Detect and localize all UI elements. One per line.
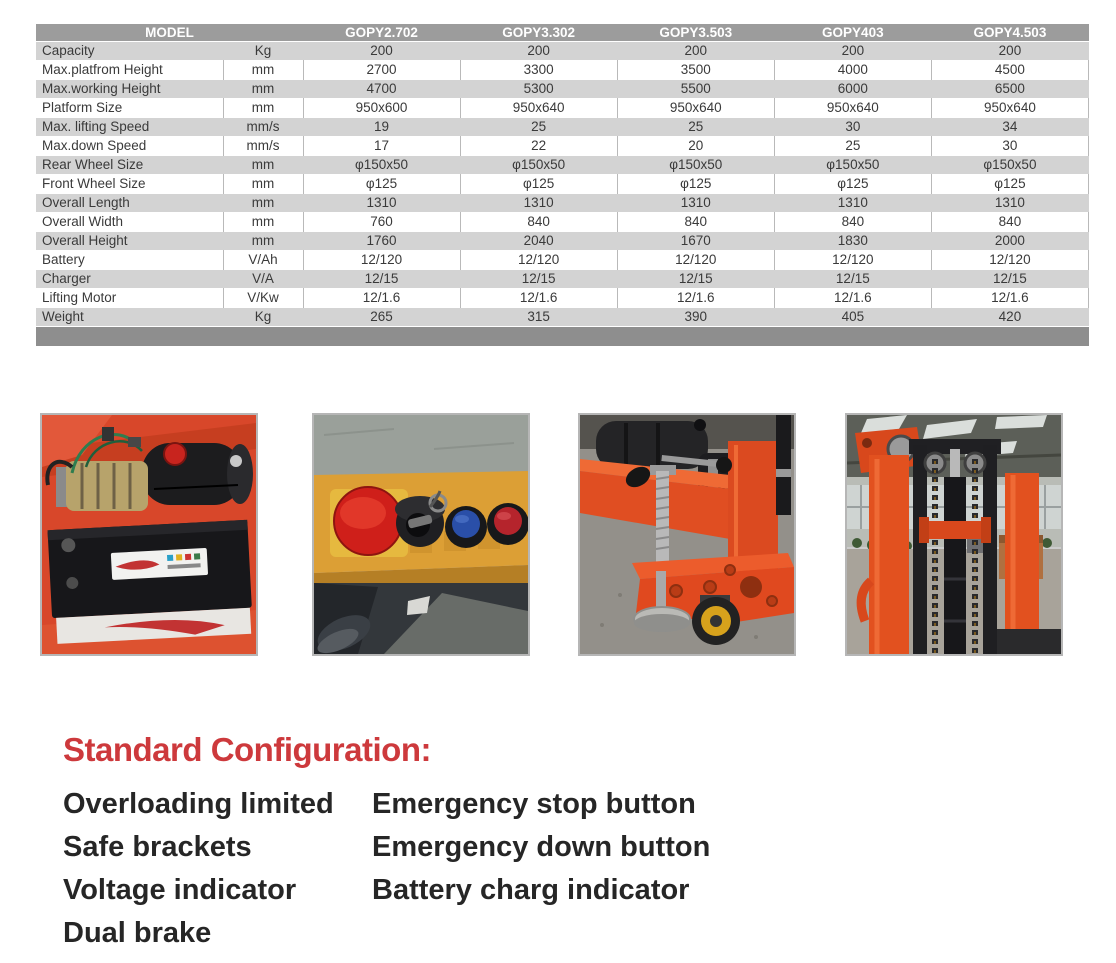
spec-value: φ125 xyxy=(774,175,931,194)
spec-value: 4700 xyxy=(366,81,397,96)
spec-row-label: Overall Width xyxy=(42,214,124,229)
spec-row-label: Max.down Speed xyxy=(42,138,147,153)
spec-row-unit: mm xyxy=(251,81,275,96)
config-item: Emergency down button xyxy=(372,831,711,863)
spec-row-label: Charger xyxy=(42,271,91,286)
table-row xyxy=(36,308,1089,327)
spec-row-unit: V/A xyxy=(252,271,274,286)
spec-value: 950x640 xyxy=(460,99,617,118)
spec-value: 12/120 xyxy=(460,251,617,270)
spec-row-label: Overall Height xyxy=(42,233,128,248)
config-list-column-2 xyxy=(372,783,710,912)
spec-row-label: Max.working Height xyxy=(42,81,161,96)
spec-row-unit: mm/s xyxy=(223,137,303,156)
spec-value: φ150x50 xyxy=(512,157,566,172)
spec-value: 30 xyxy=(931,137,1088,156)
spec-row-label: Max. lifting Speed xyxy=(42,119,150,134)
config-item: Safe brackets xyxy=(63,831,252,863)
spec-value: 25 xyxy=(531,119,547,134)
spec-value: 420 xyxy=(998,309,1022,324)
photo-stacker-mast xyxy=(845,413,1063,656)
spec-value: 1670 xyxy=(680,233,711,248)
spec-value: φ150x50 xyxy=(826,157,880,172)
spec-value: 840 xyxy=(931,213,1088,232)
photo-control-panel xyxy=(312,413,530,656)
table-row xyxy=(36,270,1089,289)
spec-row-unit: mm xyxy=(251,233,275,248)
spec-value: 12/120 xyxy=(617,251,774,270)
spec-value: 840 xyxy=(774,213,931,232)
spec-value: 3300 xyxy=(460,61,617,80)
table-row xyxy=(36,213,1089,232)
spec-value: φ125 xyxy=(931,175,1088,194)
spec-value: 1830 xyxy=(837,233,868,248)
spec-value: 4000 xyxy=(774,61,931,80)
spec-row-unit: V/Ah xyxy=(223,251,303,270)
spec-row-label: Front Wheel Size xyxy=(42,176,146,191)
spec-value: 405 xyxy=(841,309,865,324)
table-row xyxy=(36,61,1089,80)
table-row xyxy=(36,156,1089,175)
table-row xyxy=(36,251,1089,270)
model-column-header: GOPY4.503 xyxy=(931,24,1088,42)
spec-row-unit: mm xyxy=(223,61,303,80)
spec-value: 200 xyxy=(527,43,550,58)
spec-value: 20 xyxy=(617,137,774,156)
spec-value: φ125 xyxy=(303,175,460,194)
table-row xyxy=(36,289,1089,308)
spec-table-header xyxy=(36,24,1089,42)
spec-value: 1310 xyxy=(680,195,711,210)
spec-row-unit: Kg xyxy=(254,43,272,58)
spec-value: 950x640 xyxy=(617,99,774,118)
photo-battery-hydraulic-unit xyxy=(40,413,258,656)
spec-table xyxy=(36,24,1089,346)
spec-value: 22 xyxy=(460,137,617,156)
spec-value: 760 xyxy=(303,213,460,232)
spec-row-label: Rear Wheel Size xyxy=(42,157,144,172)
spec-value: 1310 xyxy=(366,195,397,210)
spec-value: 12/15 xyxy=(993,271,1027,286)
spec-value: 25 xyxy=(774,137,931,156)
spec-table-body xyxy=(36,42,1089,327)
spec-row-label: Platform Size xyxy=(42,100,123,115)
table-row xyxy=(36,80,1089,99)
config-item: Dual brake xyxy=(63,917,212,949)
spec-row-label: Weight xyxy=(42,309,84,324)
model-header-cell: MODEL xyxy=(36,24,303,42)
spec-value: 17 xyxy=(303,137,460,156)
table-row xyxy=(36,118,1089,137)
spec-value: 2000 xyxy=(994,233,1025,248)
spec-row-label: Max.platfrom Height xyxy=(42,62,163,77)
header-row xyxy=(36,24,1089,42)
table-row xyxy=(36,232,1089,251)
config-item: Emergency stop button xyxy=(372,788,696,820)
spec-value: 200 xyxy=(841,43,865,58)
spec-value: 265 xyxy=(370,309,393,324)
spec-value: 3500 xyxy=(617,61,774,80)
spec-value: φ125 xyxy=(617,175,774,194)
spec-value: 12/120 xyxy=(931,251,1088,270)
config-list-column-1 xyxy=(63,783,334,955)
spec-value: 6500 xyxy=(994,81,1025,96)
spec-row-unit: mm xyxy=(251,157,275,172)
config-item: Overloading limited xyxy=(63,788,334,820)
table-row xyxy=(36,175,1089,194)
spec-value: 950x640 xyxy=(774,99,931,118)
spec-row-unit: mm xyxy=(223,99,303,118)
battery-hydraulic-unit-image xyxy=(42,415,256,654)
spec-value: 1760 xyxy=(366,233,397,248)
spec-value: 12/1.6 xyxy=(460,289,617,308)
table-row xyxy=(36,99,1089,118)
spec-value: 2040 xyxy=(523,233,554,248)
spec-value: 12/1.6 xyxy=(617,289,774,308)
spec-value: 12/15 xyxy=(364,271,399,286)
spec-row-unit: Kg xyxy=(254,309,272,324)
footer-bar xyxy=(36,327,1089,347)
stacker-mast-image xyxy=(847,415,1061,654)
standard-configuration-title: Standard Configuration: xyxy=(63,731,431,768)
spec-value: 34 xyxy=(1002,119,1018,134)
spec-table-footer xyxy=(36,327,1089,347)
spec-row-label: Battery xyxy=(42,252,85,267)
spec-value: φ150x50 xyxy=(669,157,723,172)
spec-value: 12/15 xyxy=(835,271,870,286)
model-column-header: GOPY3.302 xyxy=(460,24,617,42)
spec-value: 315 xyxy=(527,309,550,324)
control-panel-image xyxy=(314,415,528,654)
spec-row-unit: mm xyxy=(223,175,303,194)
spec-value: 950x640 xyxy=(931,99,1088,118)
spec-value: 1310 xyxy=(994,195,1025,210)
spec-value: 200 xyxy=(998,43,1022,58)
spec-value: 2700 xyxy=(303,61,460,80)
model-column-header: GOPY403 xyxy=(774,24,931,42)
table-row xyxy=(36,137,1089,156)
spec-value: 19 xyxy=(374,119,390,134)
spec-row-unit: mm xyxy=(251,195,275,210)
spec-row-unit: mm/s xyxy=(246,119,280,134)
model-column-header: GOPY2.702 xyxy=(303,24,460,42)
table-row xyxy=(36,194,1089,213)
spec-value: 950x600 xyxy=(303,99,460,118)
spec-value: 12/1.6 xyxy=(774,289,931,308)
spec-value: 12/1.6 xyxy=(303,289,460,308)
spec-value: 390 xyxy=(684,309,707,324)
stabilizer-leg-image xyxy=(580,415,794,654)
table-row xyxy=(36,42,1089,61)
spec-value: 5300 xyxy=(523,81,554,96)
spec-value: 1310 xyxy=(837,195,868,210)
spec-value: φ125 xyxy=(460,175,617,194)
spec-row-label: Overall Length xyxy=(42,195,130,210)
spec-value: 200 xyxy=(684,43,707,58)
spec-value: 4500 xyxy=(931,61,1088,80)
spec-value: 12/15 xyxy=(521,271,556,286)
spec-row-unit: mm xyxy=(223,213,303,232)
spec-value: 12/120 xyxy=(774,251,931,270)
spec-value: 840 xyxy=(460,213,617,232)
spec-value: 12/15 xyxy=(678,271,713,286)
spec-value: 25 xyxy=(688,119,704,134)
spec-value: 1310 xyxy=(523,195,554,210)
spec-value: 6000 xyxy=(837,81,868,96)
spec-table-element xyxy=(36,24,1089,346)
spec-value: 30 xyxy=(845,119,861,134)
spec-row-unit: V/Kw xyxy=(223,289,303,308)
spec-value: 12/120 xyxy=(303,251,460,270)
spec-row-label: Capacity xyxy=(42,43,95,58)
spec-row-label: Lifting Motor xyxy=(42,290,117,305)
spec-value: 200 xyxy=(370,43,393,58)
config-item: Voltage indicator xyxy=(63,874,297,906)
spec-value: 5500 xyxy=(680,81,711,96)
photo-stabilizer-leg xyxy=(578,413,796,656)
model-column-header: GOPY3.503 xyxy=(617,24,774,42)
spec-value: φ150x50 xyxy=(983,157,1037,172)
spec-value: 840 xyxy=(617,213,774,232)
config-item: Battery charg indicator xyxy=(372,874,690,906)
spec-value: φ150x50 xyxy=(355,157,409,172)
spec-value: 12/1.6 xyxy=(931,289,1088,308)
